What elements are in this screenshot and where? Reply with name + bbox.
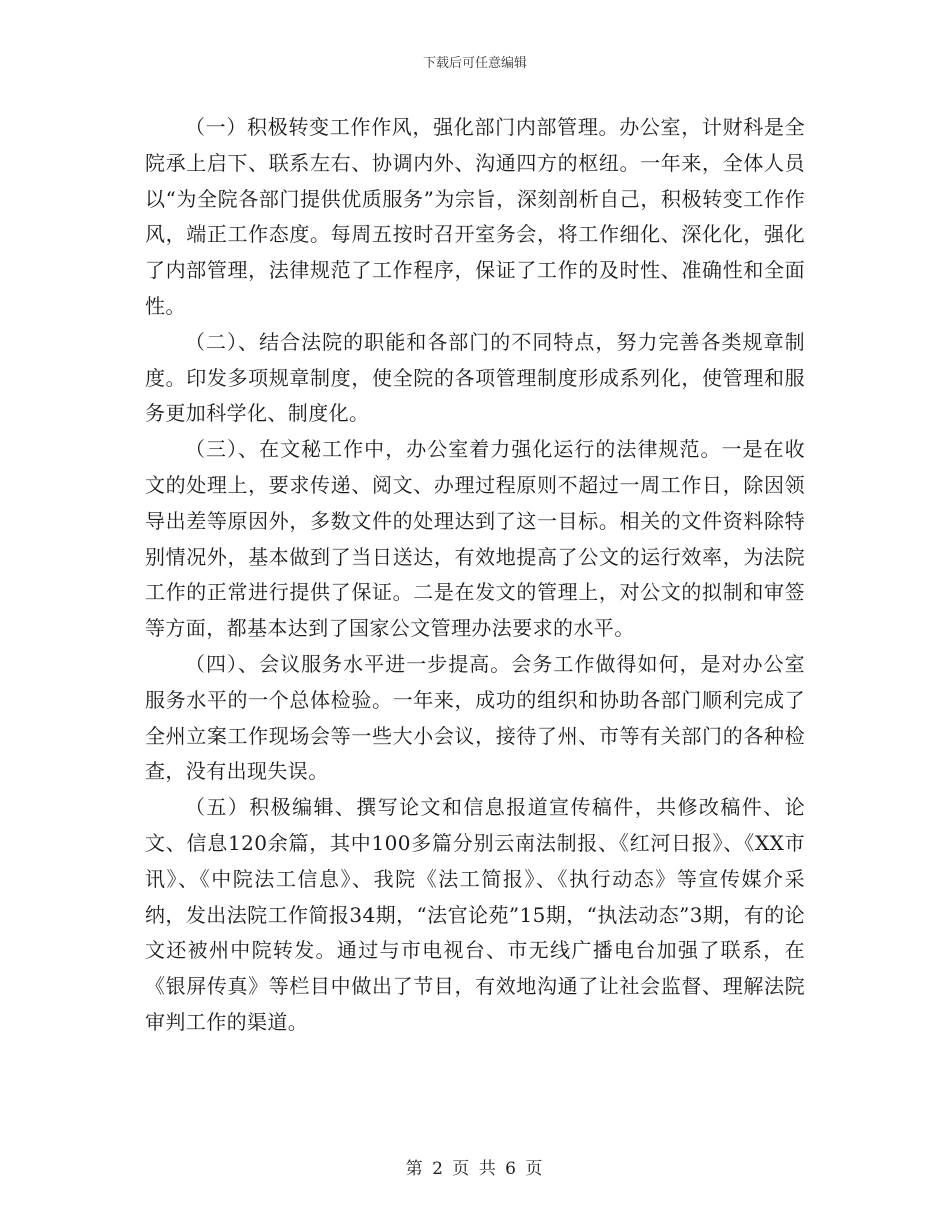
page-header-note: 下载后可任意编辑	[422, 56, 527, 71]
paragraph-3: （三）、在文秘工作中，办公室着力强化运行的法律规范。一是在收文的处理上，要求传递、阅文、办理过程原则不超过一周工作日，除因领导出差等原因外，多数文件的处理达到了这一目标。相关的文件资料除特别情况外，基本做到了当日送达，有效地提高了公文的运行效率，为法院工作的正常进行提供了保证。二是在发文的管理上，对公文的拟制和审签等方面，都基本达到了国家公文管理办法要求的水平。	[145, 437, 805, 641]
paragraph-2: （二）、结合法院的职能和各部门的不同特点，努力完善各类规章制度。印发多项规章制度，使全院的各项管理制度形成系列化，使管理和服务更加科学化、制度化。	[145, 329, 805, 426]
paragraph-5: （五）积极编辑、撰写论文和信息报道宣传稿件，共修改稿件、论文、信息120余篇，其中100多篇分别云南法制报、《红河日报》、《XX市讯》、《中院法工信息》、我院《法工简报》、《执行动态》等宣传媒介采纳，发出法院工作简报34期，“法官论苑”15期，“执法动态”3期，有的论文还被州中院转发。通过与市电视台、市无线广播电台加强了联系，在《银屏传真》等栏目中做出了节目，有效地沟通了让社会监督、理解法院审判工作的渠道。	[145, 795, 805, 1034]
page-number: 第 2 页 共 6 页	[405, 1159, 545, 1179]
document-body	[145, 110, 805, 1041]
paragraph-1: （一）积极转变工作作风，强化部门内部管理。办公室，计财科是全院承上启下、联系左右、协调内外、沟通四方的枢纽。一年来，全体人员以“为全院各部门提供优质服务”为宗旨，深刻剖析自己，积极转变工作作风，端正工作态度。每周五按时召开室务会，将工作细化、深化化，强化了内部管理，法律规范了工作程序，保证了工作的及时性、准确性和全面性。	[145, 115, 805, 318]
paragraph-4: （四）、会议服务水平进一步提高。会务工作做得如何，是对办公室服务水平的一个总体检验。一年来，成功的组织和协助各部门顺利完成了全州立案工作现场会等一些大小会议，接待了州、市等有关部门的各种检查，没有出现失误。	[145, 651, 805, 784]
